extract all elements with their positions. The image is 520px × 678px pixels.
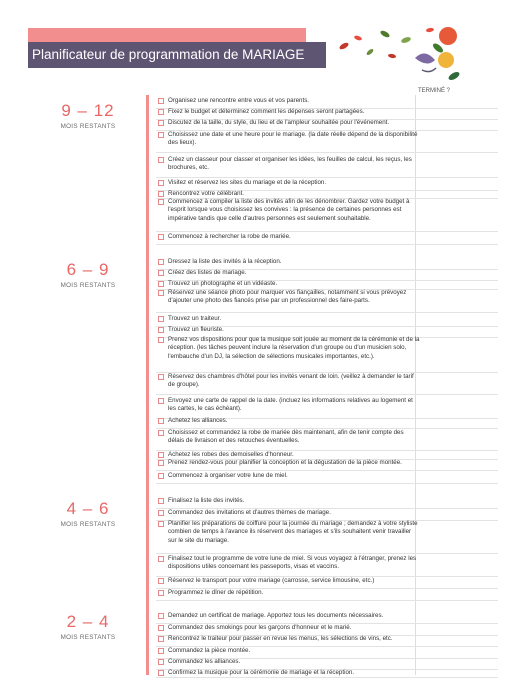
task-checkbox[interactable]: [158, 191, 164, 197]
task-text: Programmez le dîner de répétition.: [168, 589, 264, 596]
task-checkbox[interactable]: [158, 498, 164, 504]
task-checkbox[interactable]: [158, 337, 164, 343]
task-text: Rencontrez le traiteur pour passer en revue les menus, les sélections de vins, etc.: [168, 635, 393, 642]
task-checkbox[interactable]: [158, 180, 164, 186]
task-item: [158, 669, 420, 677]
task-item: [158, 647, 420, 658]
task-checkbox[interactable]: [158, 556, 164, 562]
task-checkbox[interactable]: [158, 327, 164, 333]
task-text: Prenez rendez-vous pour planifier la conception et la dégustation de la pièce montée.: [168, 459, 402, 466]
task-checkbox[interactable]: [158, 281, 164, 287]
task-text: Organisez une rencontre entre vous et vos parents.: [168, 97, 310, 104]
task-checkbox[interactable]: [158, 199, 164, 205]
task-row-rule: [156, 312, 498, 313]
section-2-4-months: [28, 612, 148, 641]
task-item: [158, 233, 420, 244]
task-checkbox[interactable]: [158, 98, 164, 104]
section-label: MOIS RESTANTS: [60, 634, 116, 641]
section-6-9-months: [28, 260, 148, 289]
task-item: [158, 108, 420, 119]
task-row-rule: [156, 394, 498, 395]
task-text: Trouvez un traiteur.: [168, 315, 222, 322]
task-item: [158, 280, 420, 289]
task-row-rule: [156, 244, 498, 245]
section-label: MOIS RESTANTS: [60, 521, 116, 528]
task-checkbox[interactable]: [158, 120, 164, 126]
task-item: [158, 472, 420, 483]
task-text: Discutez de la taille, du style, du lieu et de l'ampleur souhaitée pour l'événement.: [168, 119, 390, 126]
task-item: [158, 373, 420, 394]
task-item: [158, 190, 420, 198]
task-item: [158, 520, 420, 553]
task-text: Choisissez une date et une heure pour le mariage. (la date réelle dépend de la disponibilité des lieux).: [168, 131, 418, 147]
task-text: Planifier les préparations de coiffure pour la journée du mariage ; demandez à votre styliste combien de temps à l'avance ils réservent des mariages et s'ils souhaitent venir travailler sur le site du mariage.: [168, 520, 418, 544]
task-checkbox[interactable]: [158, 270, 164, 276]
task-checkbox[interactable]: [158, 521, 164, 527]
task-checkbox[interactable]: [158, 510, 164, 516]
section-range: 6 – 9: [66, 260, 110, 279]
section-4-6-months: [28, 499, 148, 528]
task-checkbox[interactable]: [158, 234, 164, 240]
page-title: Planificateur de programmation de MARIAGE: [28, 42, 326, 68]
task-item: [158, 459, 420, 470]
task-checkbox[interactable]: [158, 613, 164, 619]
section-label: MOIS RESTANTS: [60, 123, 116, 130]
task-checkbox[interactable]: [158, 670, 164, 676]
task-item: [158, 97, 420, 108]
task-item: [158, 612, 420, 623]
task-item: [158, 131, 420, 152]
task-item: [158, 397, 420, 418]
task-checkbox[interactable]: [158, 374, 164, 380]
task-row-rule: [156, 600, 498, 601]
section-range: 9 – 12: [61, 101, 115, 120]
task-checkbox[interactable]: [158, 648, 164, 654]
task-item: [158, 156, 420, 177]
task-checkbox[interactable]: [158, 430, 164, 436]
task-checkbox[interactable]: [158, 157, 164, 163]
task-row-rule: [156, 231, 498, 232]
task-item: [158, 417, 420, 428]
task-row-rule: [156, 177, 498, 178]
task-checkbox[interactable]: [158, 636, 164, 642]
task-row-rule: [156, 483, 498, 484]
task-item: [158, 258, 420, 269]
task-checkbox[interactable]: [158, 452, 164, 458]
task-text: Rencontrez votre célébrant.: [168, 190, 245, 197]
task-text: Réservez des chambres d'hôtel pour les invités venant de loin. (veillez à demander le tarif de groupe).: [168, 373, 414, 389]
section-range: 2 – 4: [66, 612, 110, 631]
task-item: [158, 429, 420, 450]
task-text: Trouvez un fleuriste.: [168, 326, 224, 333]
task-item: [158, 635, 420, 646]
task-text: Commencez à organiser votre lune de miel.: [168, 472, 288, 479]
task-checkbox[interactable]: [158, 460, 164, 466]
task-item: [158, 198, 420, 231]
task-checkbox[interactable]: [158, 132, 164, 138]
task-text: Créez des listes de mariage.: [168, 269, 247, 276]
task-item: [158, 509, 420, 520]
task-row-rule: [156, 553, 498, 554]
task-text: Envoyez une carte de rappel de la date. (incluez les informations relatives au logement et les cartes, le cas échéant).: [168, 397, 413, 413]
task-item: [158, 658, 420, 669]
task-item: [158, 555, 420, 576]
task-text: Dressez la liste des invités à la réception.: [168, 258, 282, 265]
task-item: [158, 577, 420, 588]
done-column-header: TERMINÉ ?: [418, 88, 451, 94]
task-item: [158, 289, 420, 312]
task-text: Demandez un certificat de mariage. Apportez tous les documents nécessaires.: [168, 612, 384, 619]
task-checkbox[interactable]: [158, 659, 164, 665]
task-row-rule: [156, 152, 498, 153]
task-text: Prenez vos dispositions pour que la musique soit jouée au moment de la cérémonie et de la réception. (les tâches peuvent inclure la réservation d'un groupe ou d'un musicien solo, l'embauche d'un DJ, la sélection de sélections musicales importantes, etc.).: [168, 336, 420, 360]
task-item: [158, 119, 420, 130]
task-text: Commencez à compiler la liste des invités afin de les dénombrer. Gardez votre budget à l'esprit lorsque vous choisissez les convives : la présence de certaines personnes est impérative tandis que celle d'autres personnes est seulement souhaitable.: [168, 198, 410, 222]
task-checkbox[interactable]: [158, 590, 164, 596]
task-item: [158, 451, 420, 459]
task-checkbox[interactable]: [158, 473, 164, 479]
section-label: MOIS RESTANTS: [60, 282, 116, 289]
task-text: Commandez la pièce montée.: [168, 647, 251, 654]
section-9-12-months: [28, 101, 148, 130]
task-item: [158, 624, 420, 635]
task-text: Réservez le transport pour votre mariage (carrosse, service limousine, etc.): [168, 577, 375, 584]
task-text: Finalisez tout le programme de votre lune de miel. Si vous voyagez à l'étranger, prenez les dispositions utiles concernant les passeports, visas et vaccins.: [168, 555, 417, 571]
task-checkbox[interactable]: [158, 625, 164, 631]
task-item: [158, 589, 420, 600]
task-text: Trouvez un photographe et un vidéaste.: [168, 280, 278, 287]
section-range: 4 – 6: [66, 499, 110, 518]
task-checkbox[interactable]: [158, 578, 164, 584]
task-item: [158, 336, 420, 372]
task-text: Achetez les robes des demoiselles d'honneur.: [168, 451, 294, 458]
task-text: Finalisez la liste des invités.: [168, 497, 245, 504]
task-text: Réservez une séance photo pour marquer vos fiançailles, notamment si vous prévoyez d'ajouter une photo des fiancés prise par un professionnel des faire-parts.: [168, 289, 407, 305]
task-text: Commandez des smokings pour les garçons d'honneur et le marié.: [168, 624, 352, 631]
task-text: Choisissez et commandez la robe de mariée dès maintenant, afin de tenir compte des délais de livraison et des retouches éventuelles.: [168, 429, 404, 445]
task-checkbox[interactable]: [158, 316, 164, 322]
task-text: Commandez des invitations et d'autres thèmes de mariage.: [168, 509, 331, 516]
task-text: Fixez le budget et déterminez comment les dépenses seront partagées.: [168, 108, 365, 115]
task-checkbox[interactable]: [158, 109, 164, 115]
task-item: [158, 497, 420, 508]
task-text: Commencez à rechercher la robe de mariée.: [168, 233, 291, 240]
timeline-line: [146, 95, 149, 675]
task-item: [158, 315, 420, 326]
task-text: Confirmez la musique pour la cérémonie de mariage et la réception.: [168, 669, 355, 676]
task-text: Visitez et réservez les sites du mariage et de la réception.: [168, 179, 327, 186]
task-checkbox[interactable]: [158, 290, 164, 296]
task-item: [158, 179, 420, 190]
task-checkbox[interactable]: [158, 418, 164, 424]
task-text: Créez un classeur pour classer et organiser les idées, les feuilles de calcul, les reçus, les brochures, etc.: [168, 156, 412, 172]
floral-decoration-icon: [330, 18, 460, 86]
task-checkbox[interactable]: [158, 398, 164, 404]
task-text: Commandez les alliances.: [168, 658, 241, 665]
task-text: Achetez les alliances.: [168, 417, 228, 424]
task-checkbox[interactable]: [158, 259, 164, 265]
task-row-rule: [156, 470, 498, 471]
task-item: [158, 269, 420, 280]
